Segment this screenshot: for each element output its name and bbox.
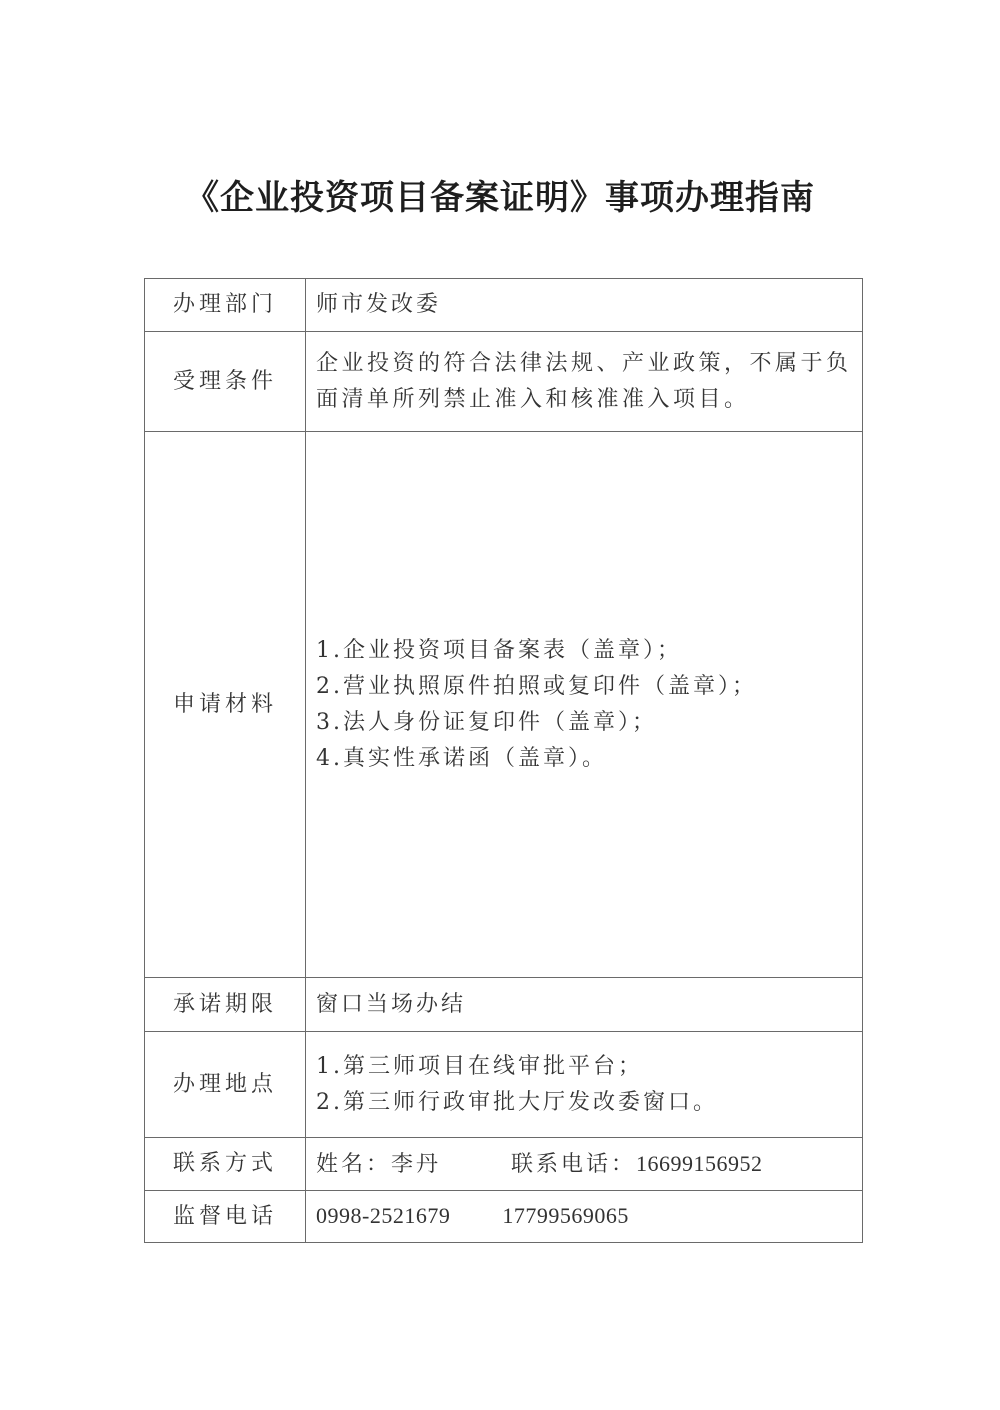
value-contact [306,1138,863,1191]
materials-item: 3.法人身份证复印件（盖章）； [316,709,657,735]
label-deadline: 承诺期限 [145,978,306,1032]
conditions-text: 企业投资的符合法律法规、产业政策，不属于负面清单所列禁止准入和核准准入项目。 [316,350,852,412]
supervision-phone-2: 17799569065 [502,1203,629,1228]
row-materials [145,432,863,978]
value-supervision [306,1191,863,1243]
row-conditions [145,332,863,432]
document-title: 《企业投资项目备案证明》事项办理指南 [185,178,815,218]
contact-phone: 16699156952 [636,1150,763,1176]
label-contact: 联系方式 [145,1138,306,1191]
value-department: 师市发改委 [306,279,863,332]
contact-phone-label: 联系电话： [511,1151,637,1177]
materials-item: 4.真实性承诺函（盖章）。 [316,745,607,771]
label-materials: 申请材料 [145,432,306,978]
materials-item: 2.营业执照原件拍照或复印件（盖章）； [316,673,757,699]
location-item: 2.第三师行政审批大厅发改委窗口。 [316,1089,718,1115]
row-department [145,279,863,332]
materials-list [306,432,863,978]
supervision-phone-1: 0998-2521679 [316,1203,451,1228]
contact-name-label: 姓名： [316,1151,392,1177]
label-conditions: 受理条件 [145,332,306,432]
label-location: 办理地点 [145,1032,306,1138]
contact-name: 李丹 [391,1151,442,1177]
label-department: 办理部门 [145,279,306,332]
value-conditions [306,332,863,432]
row-contact [145,1138,863,1191]
row-deadline [145,978,863,1032]
location-list [306,1032,863,1138]
row-supervision [145,1191,863,1243]
row-location [145,1032,863,1138]
label-supervision: 监督电话 [145,1191,306,1243]
materials-item: 1.企业投资项目备案表（盖章）； [316,637,682,663]
location-item: 1.第三师项目在线审批平台； [316,1053,643,1079]
value-deadline: 窗口当场办结 [306,978,863,1032]
guide-table [144,278,863,1243]
